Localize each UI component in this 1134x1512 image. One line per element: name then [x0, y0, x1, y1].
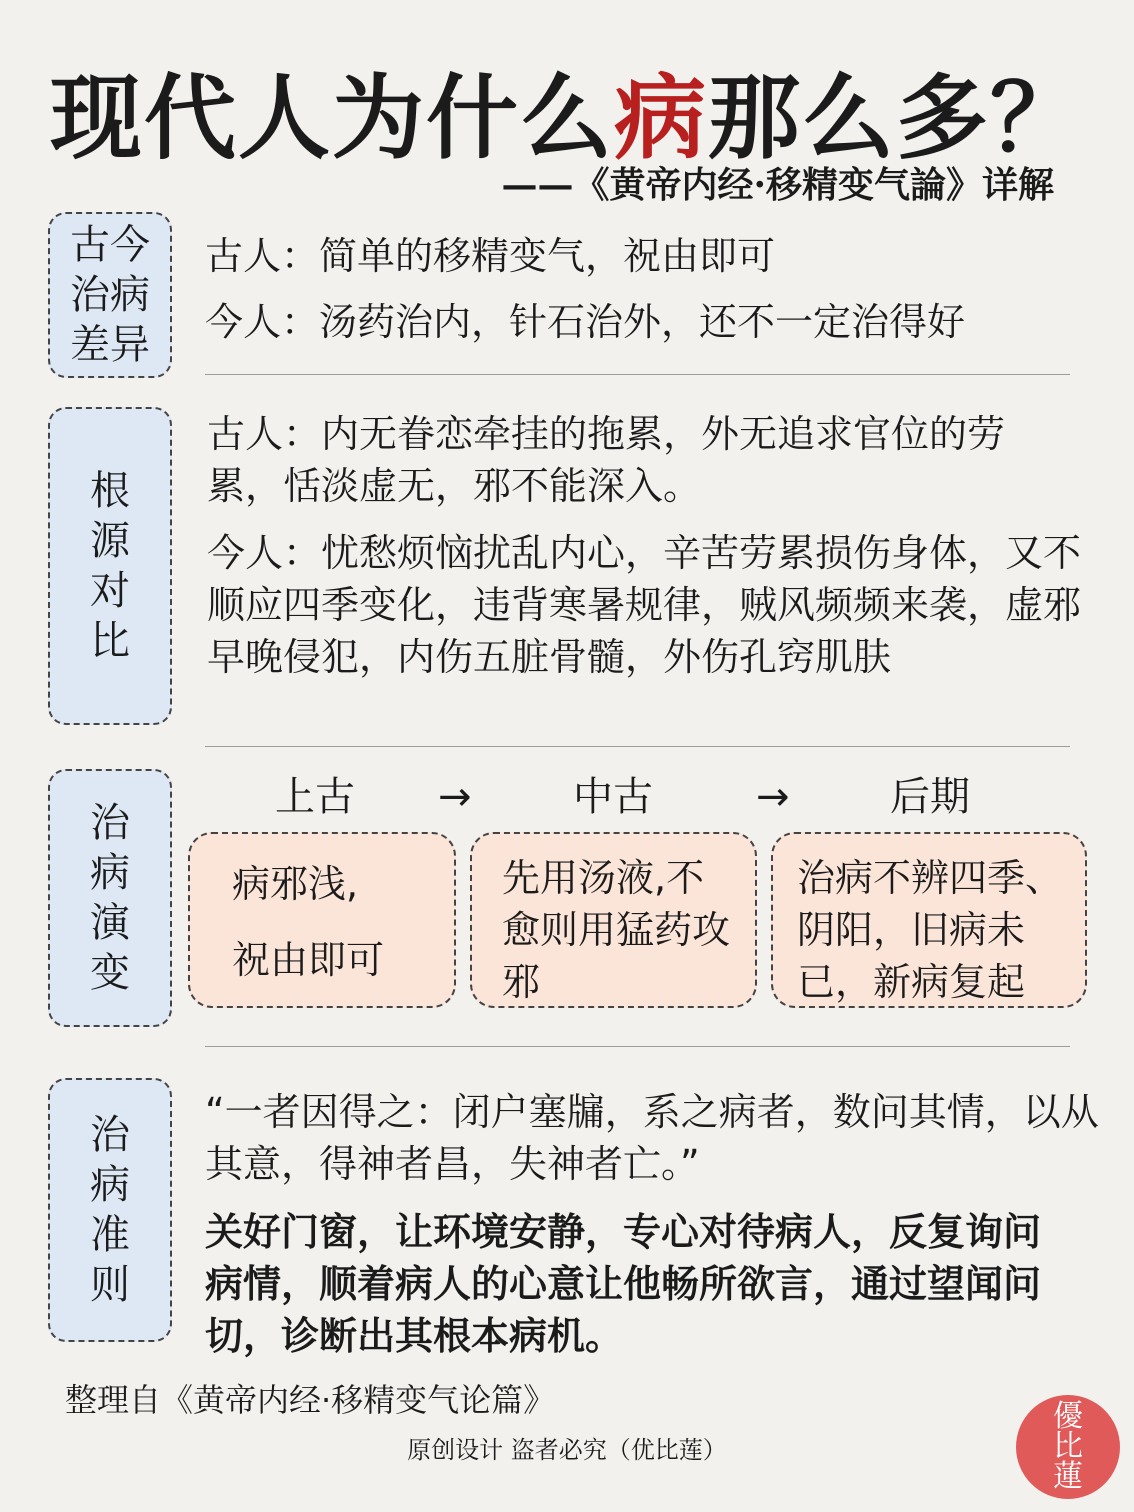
stage-ancient-text-1: 病邪浅,: [232, 862, 359, 906]
divider: [205, 1046, 1070, 1047]
arrow-right-icon: →: [438, 774, 472, 820]
section1-label: [48, 212, 172, 378]
section1-modern-line: 今人：汤药治内，针石治外，还不一定治得好: [205, 300, 966, 344]
section2-ancient-paragraph: 古人：内无眷恋牵挂的拖累，外无追求官位的劳累，恬淡虚无，邪不能深入。: [207, 412, 1006, 508]
title-highlight: 病: [613, 64, 708, 172]
section1-ancient-line: 古人：简单的移精变气，祝由即可: [205, 234, 776, 278]
stage-later-label: 后期: [890, 774, 970, 820]
source-note: 整理自《黄帝内经·移精变气论篇》: [65, 1381, 556, 1419]
stage-ancient-label: 上古: [275, 774, 355, 820]
stage-middle-label: 中古: [573, 774, 653, 820]
section2-label-text: 根源对比: [90, 468, 130, 664]
arrow-right-icon: →: [756, 774, 790, 820]
page-subtitle: ——《黄帝内经·移精变气論》详解: [501, 164, 1054, 206]
section3-label-text: 治病演变: [90, 800, 130, 996]
stage-later-box: [771, 832, 1087, 1008]
section2-label: [48, 407, 172, 725]
stage-later-text: 治病不辨四季、阴阳，旧病未已，新病复起: [797, 856, 1064, 1004]
stage-middle-text: 先用汤液,不愈则用猛药攻邪: [502, 856, 731, 1004]
stage-ancient-text-2: 祝由即可: [232, 938, 385, 982]
seal-stamp: [1016, 1395, 1120, 1499]
title-text-after: 那么多？: [708, 64, 1085, 172]
section1-label-text: 古今治病差异: [70, 222, 150, 368]
copyright-note: 原创设计 盗者必究（优比莲）: [407, 1436, 727, 1464]
divider: [205, 374, 1070, 375]
section2-modern-paragraph: 今人：忧愁烦恼扰乱内心，辛苦劳累损伤身体，又不顺应四季变化，违背寒暑规律，贼风频频来袭，虚邪早晚侵犯，内伤五脏骨髓，外伤孔窍肌肤: [207, 531, 1082, 679]
stage-ancient-box: [188, 832, 456, 1008]
seal-text: 優比蓮: [1053, 1399, 1083, 1494]
section4-explanation: 关好门窗，让环境安静，专心对待病人，反复询问病情，顺着病人的心意让他畅所欲言，通过望闻问切，诊断出其根本病机。: [205, 1210, 1042, 1358]
title-text-before: 现代人为什么: [49, 64, 614, 172]
section4-label: [48, 1078, 172, 1342]
divider: [205, 746, 1070, 747]
section4-label-text: 治病准则: [90, 1112, 130, 1308]
section3-label: [48, 769, 172, 1027]
section4-quote: “一者因得之：闭户塞牖，系之病者，数问其情，以从其意，得神者昌，失神者亡。”: [205, 1090, 1099, 1186]
stage-middle-box: [470, 832, 757, 1008]
